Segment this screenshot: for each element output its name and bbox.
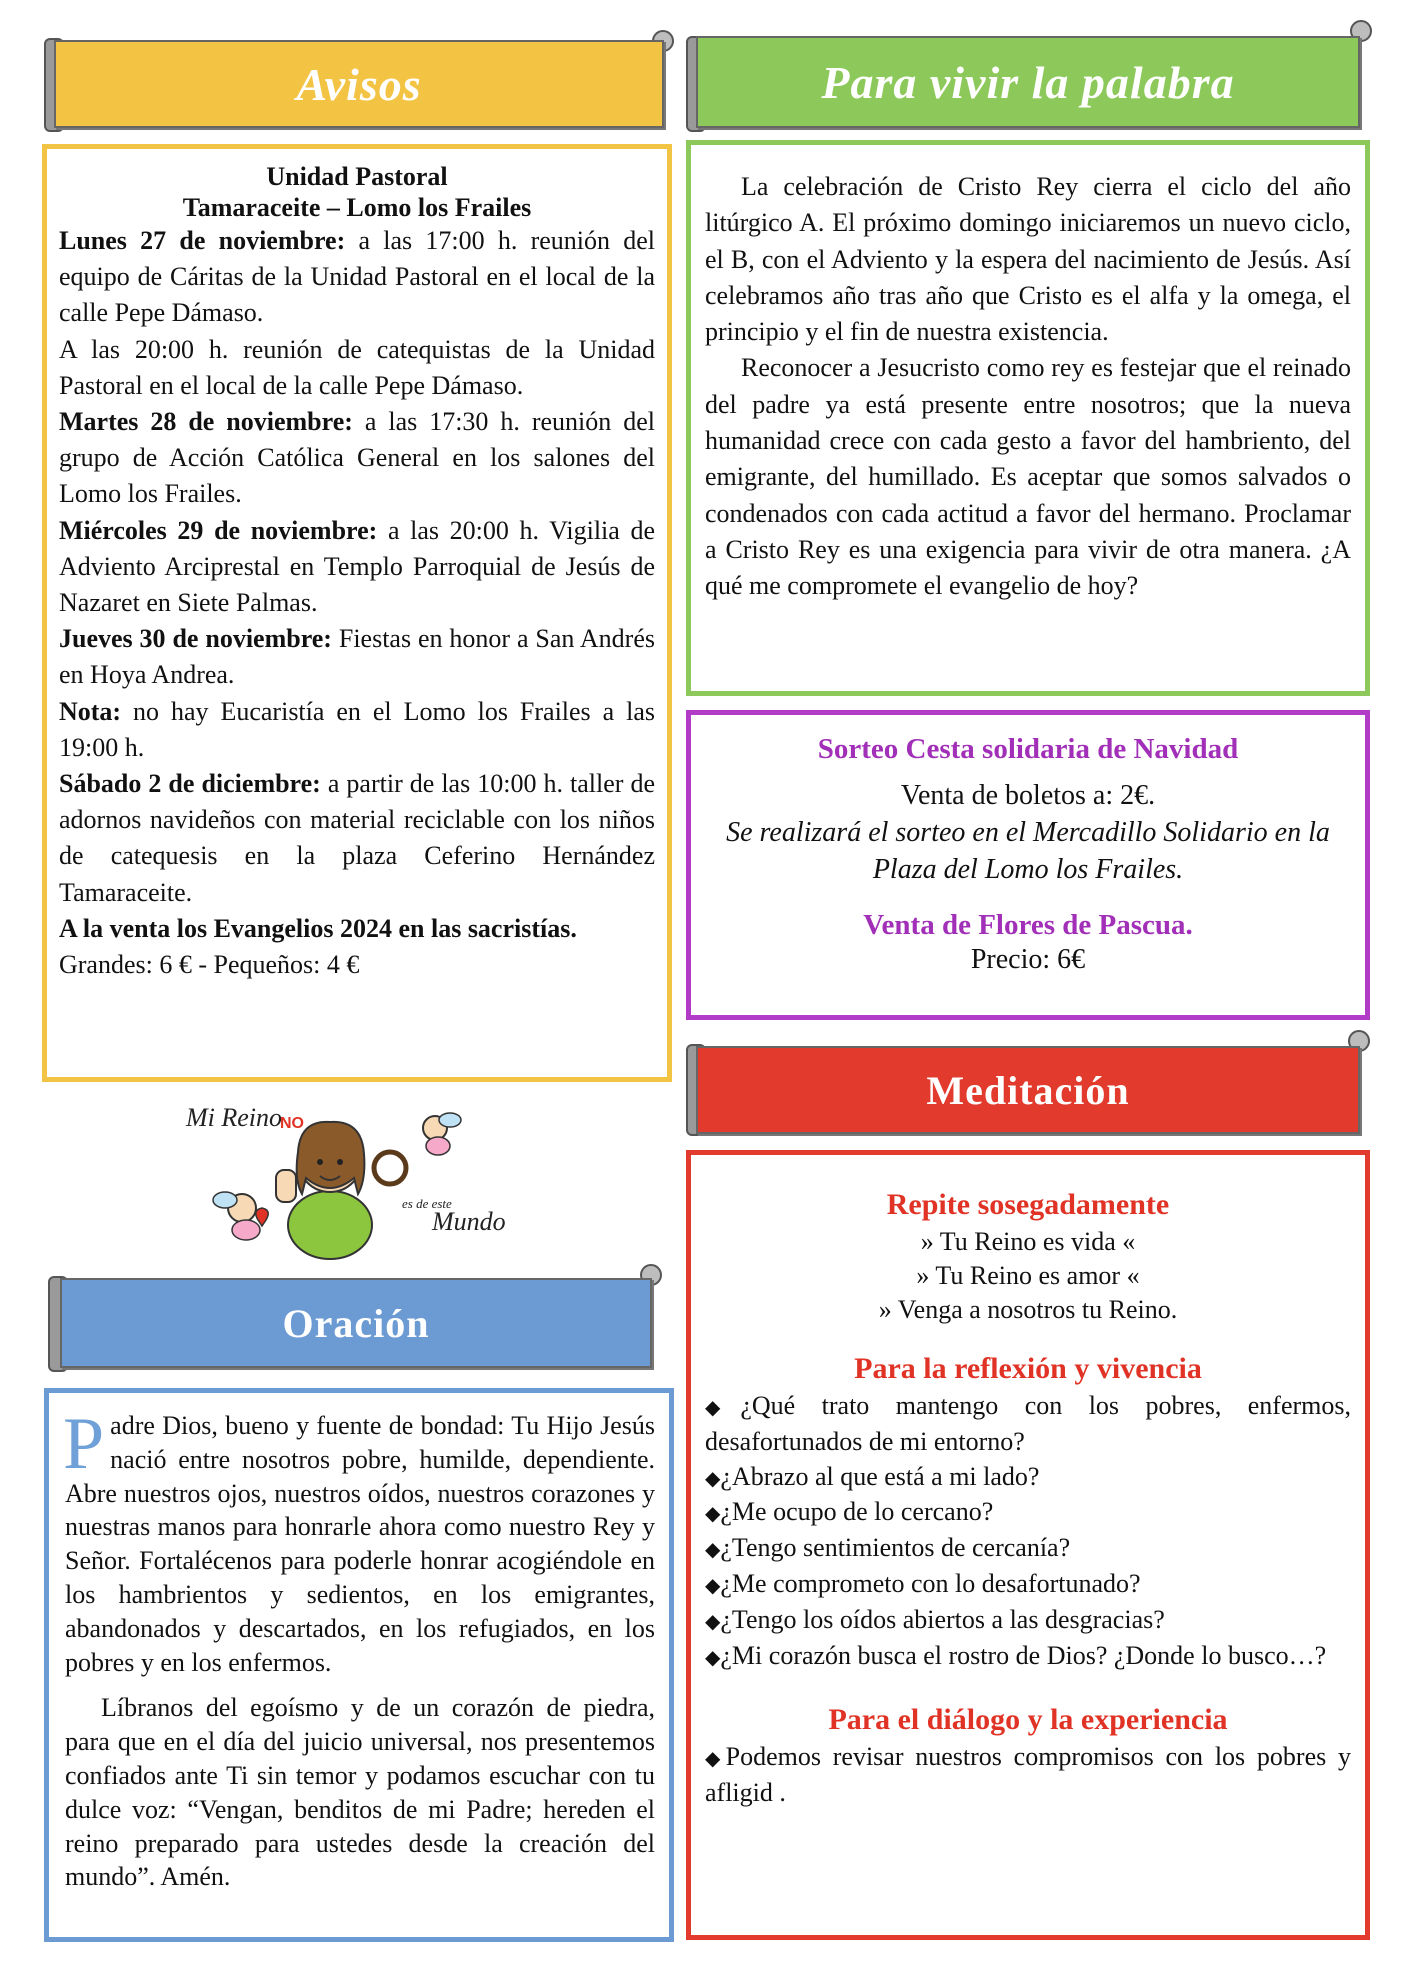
avisos-list [59, 223, 655, 911]
diamond-bullet-icon: ◆ [705, 1501, 721, 1526]
banner-title: Para vivir la palabra [821, 56, 1235, 108]
diamond-bullet-icon: ◆ [705, 1465, 721, 1490]
mi-reino-illustration [180, 1090, 540, 1260]
illus-mi-reino: Mi Reino [186, 1103, 283, 1132]
repeat-line: » Tu Reino es vida « [920, 1227, 1136, 1256]
sorteo-box [686, 710, 1370, 1020]
reflection-question: ◆¿Qué trato mantengo con los pobres, enfermos, desafortunados de mi entorno? [705, 1391, 1352, 1456]
aviso-item: Nota: no hay Eucaristía en el Lomo los Frailes a las 19:00 h. [59, 696, 655, 762]
illus-es-de-este: es de este [402, 1196, 452, 1211]
reflection-question: ◆¿Mi corazón busca el rostro de Dios? ¿Donde lo busco…? [705, 1640, 1327, 1670]
flores-precio: Precio: 6€ [970, 944, 1086, 975]
meditacion-box [686, 1150, 1370, 1940]
illus-mundo: Mundo [432, 1207, 506, 1236]
oracion-paragraph-2: Líbranos del egoísmo y de un corazón de piedra, para que en el día del juicio universal, nos presentemos confiados ante Ti sin temor y podamos escuchar con tu dulce voz: “Vengan, benditos de mi Padre; hereden el reino preparado para ustedes desde la creación del mundo”. Amén. [65, 1693, 655, 1892]
meditacion-repeat-lines [705, 1225, 1351, 1327]
banner-palabra [684, 20, 1374, 135]
banner-avisos [40, 30, 680, 140]
palabra-paragraph-2: Reconocer a Jesucristo como rey es festejar que el reinado del padre ya está presente entre nosotros; que la nueva humanidad crece con cada gesto a favor del hambriento, del emigrante, del humillado. Es aceptar que somos salvados o condenados con cada actitud a favor del hermano. Proclamar a Cristo Rey es una exigencia para vivir de otra manera. ¿A qué me compromete el evangelio de hoy? [705, 353, 1351, 601]
banner-title: Avisos [296, 58, 422, 110]
aviso-item: Sábado 2 de diciembre: a partir de las 10:00 h. taller de adornos navideños con material reciclable con los niños de catequesis en la plaza Ceferino Hernández Tamaraceite. [59, 769, 655, 907]
reflection-question: ◆¿Tengo sentimientos de cercanía? [705, 1533, 1071, 1563]
meditacion-questions [705, 1389, 1351, 1674]
avisos-box [42, 144, 672, 1082]
sorteo-info: Se realizará el sorteo en el Mercadillo Solidario en la Plaza del Lomo los Frailes. [726, 817, 1330, 885]
aviso-item: A las 20:00 h. reunión de catequistas de la Unidad Pastoral en el local de la calle Pepe Dámaso. [59, 334, 655, 400]
sorteo-title: Sorteo Cesta solidaria de Navidad [817, 733, 1239, 765]
oracion-box [44, 1388, 674, 1942]
diamond-bullet-icon: ◆ [705, 1746, 726, 1771]
banner-title: Meditación [926, 1067, 1130, 1113]
diamond-bullet-icon: ◆ [705, 1537, 721, 1562]
banner-title: Oración [282, 1300, 430, 1346]
diamond-bullet-icon: ◆ [705, 1608, 721, 1633]
repeat-line: » Tu Reino es amor « [916, 1261, 1140, 1290]
reflection-question: ◆¿Me ocupo de lo cercano? [705, 1497, 994, 1527]
avisos-venta: A la venta los Evangelios 2024 en las sacristías. [59, 913, 577, 943]
meditacion-final: ◆Podemos revisar nuestros compromisos con los pobres y afligid . [705, 1742, 1351, 1808]
meditacion-heading-1: Repite sosegadamente [886, 1188, 1170, 1221]
dropcap-letter: P [63, 1403, 105, 1485]
diamond-bullet-icon: ◆ [705, 1644, 721, 1669]
avisos-heading-1: Unidad Pastoral [266, 162, 448, 191]
meditacion-heading-2: Para la reflexión y vivencia [854, 1352, 1202, 1385]
reflection-question: ◆¿Abrazo al que está a mi lado? [705, 1461, 1040, 1491]
meditacion-heading-3: Para el diálogo y la experiencia [828, 1703, 1228, 1737]
palabra-box [686, 140, 1370, 696]
reflection-question: ◆¿Tengo los oídos abiertos a las desgracias? [705, 1604, 1165, 1634]
aviso-item: Jueves 30 de noviembre: Fiestas en honor a San Andrés en Hoya Andrea. [59, 624, 655, 690]
aviso-item: Lunes 27 de noviembre: a las 17:00 h. reunión del equipo de Cáritas de la Unidad Pastoral en el local de la calle Pepe Dámaso. [59, 226, 655, 328]
diamond-bullet-icon: ◆ [705, 1572, 721, 1597]
illus-no: NO [280, 1115, 304, 1132]
reflection-question: ◆¿Me comprometo con lo desafortunado? [705, 1568, 1141, 1598]
oracion-paragraph-1: Padre Dios, bueno y fuente de bondad: Tu Hijo Jesús nació entre nosotros pobre, humilde, dependiente. Abre nuestros ojos, nuestros oídos, nuestros corazones y nuestras manos para honrarle ahora como nuestro Rey y Señor. Fortalécenos para poderle honrar acogiéndole en los hambrientos y sedientos, en los emigrantes, abandonados y descartados, en los refugiados, en los pobres y en los enfermos. [63, 1403, 655, 1677]
avisos-precios: Grandes: 6 € - Pequeños: 4 € [59, 950, 360, 980]
avisos-heading-2: Tamaraceite – Lomo los Frailes [182, 193, 532, 222]
repeat-line: » Venga a nosotros tu Reino. [878, 1295, 1178, 1324]
aviso-item: Miércoles 29 de noviembre: a las 20:00 h. Vigilia de Adviento Arciprestal en Templo Parroquial de Jesús de Nazaret en Siete Palmas. [59, 515, 655, 618]
flores-title: Venta de Flores de Pascua. [863, 909, 1193, 941]
palabra-paragraph-1: La celebración de Cristo Rey cierra el ciclo del año litúrgico A. El próximo domingo iniciaremos un nuevo ciclo, el B, con el Adviento y la espera del nacimiento de Jesús. Así celebramos año tras año que Cristo es el alfa y la omega, el principio y el fin de nuestra existencia. [705, 172, 1351, 347]
banner-meditacion [684, 1030, 1374, 1140]
aviso-item: Martes 28 de noviembre: a las 17:30 h. reunión del grupo de Acción Católica General en los salones del Lomo los Frailes. [59, 407, 655, 509]
diamond-bullet-icon: ◆ [705, 1395, 741, 1419]
sorteo-venta: Venta de boletos a: 2€. [900, 780, 1156, 811]
banner-oracion [46, 1264, 666, 1376]
